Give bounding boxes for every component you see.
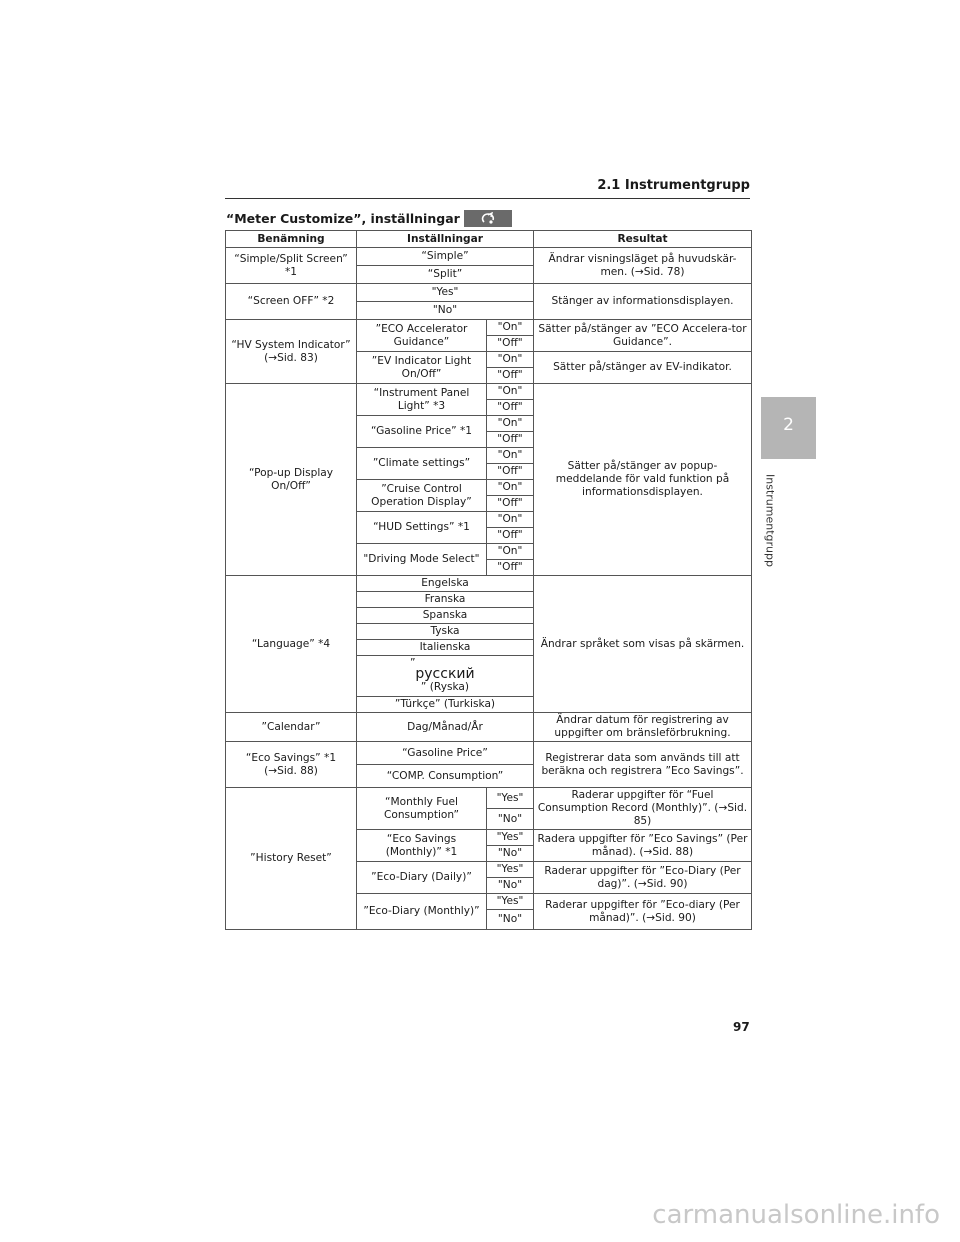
setting-simple: “Simple” [357, 248, 534, 266]
row-history-reset-name: ”History Reset” [226, 788, 357, 930]
language-option: Spanska [357, 608, 534, 624]
value-on: "On" [487, 352, 534, 368]
value-off: "Off" [487, 336, 534, 352]
row-simple-split-result: Ändrar visningsläget på huvudskär-men. (→Sid. 78) [534, 248, 752, 284]
row-calendar-result: Ändrar datum för registrering av uppgifter om bränsleförbrukning. [534, 713, 752, 742]
value-yes: "Yes" [487, 788, 534, 809]
value-on: "On" [487, 544, 534, 560]
value-yes: "Yes" [487, 830, 534, 846]
chapter-side-label [760, 464, 780, 584]
setting-no: "No" [357, 302, 534, 320]
setting-eco-accelerator: ”ECO Accelerator Guidance” [357, 320, 487, 352]
page-header [225, 180, 750, 199]
row-simple-split-name: “Simple/Split Screen” *1 [226, 248, 357, 284]
setting-yes: "Yes" [357, 284, 534, 302]
value-no: "No" [487, 846, 534, 862]
value-on: "On" [487, 480, 534, 496]
table-header-row [226, 231, 752, 248]
language-option: Franska [357, 592, 534, 608]
result-eco-accelerator: Sätter på/stänger av ”ECO Accelera-tor Guidance”. [534, 320, 752, 352]
value-on: "On" [487, 512, 534, 528]
result-eco-diary-daily: Raderar uppgifter för ”Eco-Diary (Per dag)”. (→Sid. 90) [534, 862, 752, 894]
value-off: "Off" [487, 528, 534, 544]
chapter-number: 2 [783, 415, 794, 435]
chapter-tab [761, 397, 816, 459]
result-eco-diary-monthly: Raderar uppgifter för ”Eco-diary (Per månad)”. (→Sid. 90) [534, 894, 752, 930]
result-eco-savings-monthly: Radera uppgifter för ”Eco Savings” (Per månad). (→Sid. 88) [534, 830, 752, 862]
phev-badge-icon [464, 210, 512, 227]
language-option: Italienska [357, 640, 534, 656]
row-popup-result: Sätter på/stänger av popup-meddelande för vald funktion på informationsdisplayen. [534, 384, 752, 576]
value-off: "Off" [487, 368, 534, 384]
page-number: 97 [733, 1020, 750, 1034]
value-on: "On" [487, 320, 534, 336]
value-yes: "Yes" [487, 894, 534, 910]
ru-close: ” (Ryska) [420, 680, 470, 693]
row-popup-name: “Pop-up Display On/Off” [226, 384, 357, 576]
language-option: Tyska [357, 624, 534, 640]
setting-hud: “HUD Settings” *1 [357, 512, 487, 544]
col-header-settings: Inställningar [357, 231, 534, 248]
value-on: "On" [487, 416, 534, 432]
row-eco-savings-name: “Eco Savings” *1 (→Sid. 88) [226, 742, 357, 788]
value-on: "On" [487, 384, 534, 400]
value-off: "Off" [487, 496, 534, 512]
setting-comp-consumption: “COMP. Consumption” [357, 765, 534, 788]
value-yes: "Yes" [487, 862, 534, 878]
result-ev-indicator: Sätter på/stänger av EV-indikator. [534, 352, 752, 384]
setting-monthly-fuel: “Monthly Fuel Consumption” [357, 788, 487, 830]
chapter-side-text: Instrumentgrupp [763, 474, 777, 567]
setting-climate: ”Climate settings” [357, 448, 487, 480]
setting-split: “Split” [357, 266, 534, 284]
setting-driving-mode: "Driving Mode Select" [357, 544, 487, 576]
col-header-name: Benämning [226, 231, 357, 248]
language-option: Engelska [357, 576, 534, 592]
value-no: "No" [487, 878, 534, 894]
setting-eco-diary-monthly: ”Eco-Diary (Monthly)” [357, 894, 487, 930]
watermark-text: carmanualsonline.info [652, 1200, 940, 1230]
setting-date-format: Dag/Månad/År [357, 713, 534, 742]
col-header-result: Resultat [534, 231, 752, 248]
setting-gasoline-price: “Gasoline Price” [357, 742, 534, 765]
value-on: "On" [487, 448, 534, 464]
row-hv-system-name: “HV System Indicator” (→Sid. 83) [226, 320, 357, 384]
section-title-text: “Meter Customize”, inställningar [226, 211, 460, 226]
settings-table [225, 230, 752, 930]
value-off: "Off" [487, 560, 534, 576]
ru-word: русский [415, 665, 475, 682]
value-off: "Off" [487, 432, 534, 448]
row-eco-savings-result: Registrerar data som används till att beräkna och registrera ”Eco Savings”. [534, 742, 752, 788]
setting-cruise-control: ”Cruise Control Operation Display” [357, 480, 487, 512]
ru-open-quote: ” [410, 656, 416, 669]
setting-eco-savings-monthly: “Eco Savings (Monthly)” *1 [357, 830, 487, 862]
value-no: "No" [487, 910, 534, 930]
language-option-turkish: ”Türkçe” (Turkiska) [357, 697, 534, 713]
result-monthly-fuel: Raderar uppgifter för “Fuel Consumption Record (Monthly)”. (→Sid. 85) [534, 788, 752, 830]
row-screen-off-result: Stänger av informationsdisplayen. [534, 284, 752, 320]
row-language-result: Ändrar språket som visas på skärmen. [534, 576, 752, 713]
value-off: "Off" [487, 400, 534, 416]
value-no: "No" [487, 809, 534, 830]
row-calendar-name: ”Calendar” [226, 713, 357, 742]
language-option-russian [357, 656, 534, 697]
section-title [226, 210, 512, 227]
setting-gasoline-price: “Gasoline Price” *1 [357, 416, 487, 448]
row-language-name: “Language” *4 [226, 576, 357, 713]
chapter-title: 2.1 Instrumentgrupp [597, 178, 750, 193]
value-off: "Off" [487, 464, 534, 480]
setting-ev-indicator: ”EV Indicator Light On/Off” [357, 352, 487, 384]
setting-eco-diary-daily: ”Eco-Diary (Daily)” [357, 862, 487, 894]
setting-instrument-panel-light: “Instrument Panel Light” *3 [357, 384, 487, 416]
row-screen-off-name: “Screen OFF” *2 [226, 284, 357, 320]
